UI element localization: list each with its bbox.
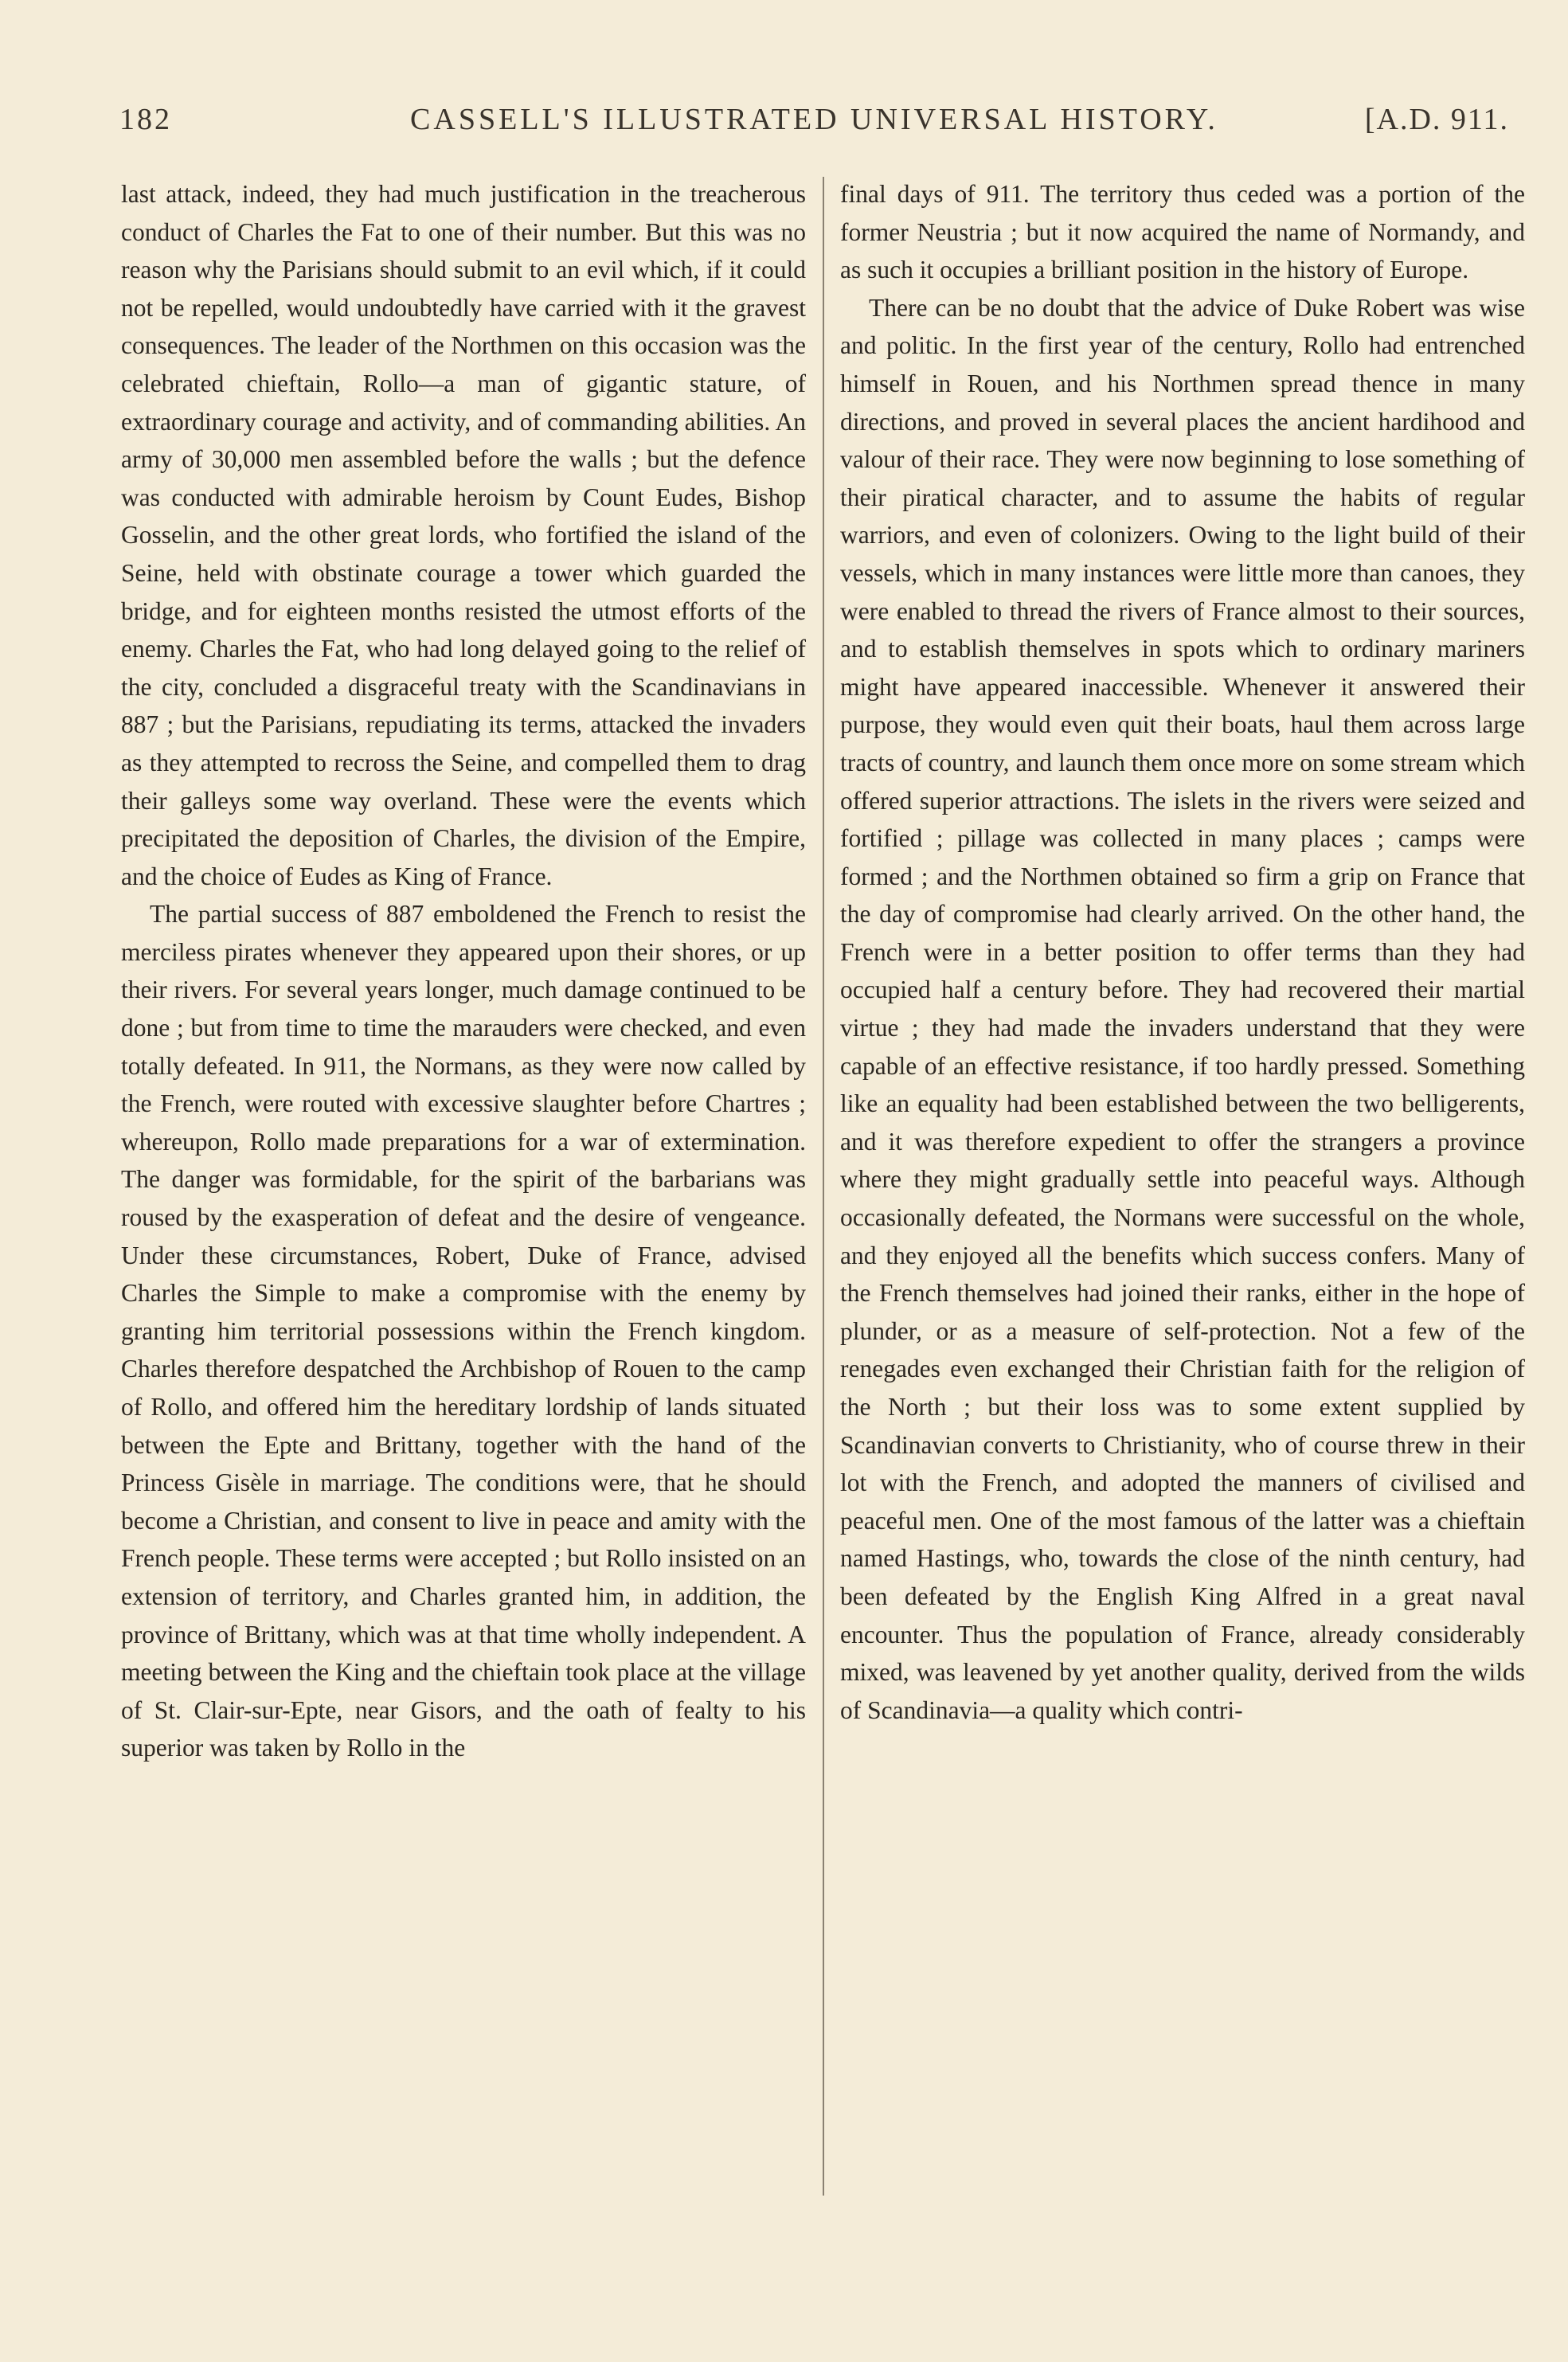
- right-paragraph-2: There can be no doubt that the advice of Duke Robert was wise and politic. In the first year of the century, Rollo had entrenched himself in Rouen, and his Northmen spread thence in many directions, and proved in several places the ancient hardihood and valour of their race. They were now beginning to lose something of their piratical character, and to assume the habits of regular warriors, and even of colonizers. Owing to the light build of their vessels, which in many instances were little more than canoes, they were enabled to thread the rivers of France almost to their sources, and to establish themselves in spots which to ordinary mariners might have appeared inaccessible. Whenever it answered their purpose, they would even quit their boats, haul them across large tracts of country, and launch them once more on some stream which offered superior attractions. The islets in the rivers were seized and fortified ; pillage was collected in many places ; camps were formed ; and the Northmen obtained so firm a grip on France that the day of compromise had clearly arrived. On the other hand, the French were in a better position to offer terms than they had occupied half a century before. They had recovered their martial virtue ; they had made the invaders understand that they were capable of an effective resistance, if too hardly pressed. Something like an equality had been established between the two belligerents, and it was therefore expedient to offer the strangers a province where they might gradually settle into peaceful ways. Although occasionally defeated, the Normans were successful on the whole, and they enjoyed all the benefits which success confers. Many of the French themselves had joined their ranks, either in the hope of plunder, or as a measure of self-protection. Not a few of the renegades even exchanged their Christian faith for the religion of the North ; but their loss was to some extent supplied by Scandinavian converts to Christianity, who of course threw in their lot with the French, and adopted the manners of civilised and peaceful men. One of the most famous of the latter was a chieftain named Hastings, who, towards the close of the ninth century, had been defeated by the English King Alfred in a great naval encounter. Thus the population of France, already considerably mixed, was leavened by yet another quality, derived from the wilds of Scandinavia—a quality which contri-: [840, 293, 1525, 1724]
- right-paragraph-1: final days of 911. The territory thus ceded was a portion of the former Neustria ; but it now acquired the name of Normandy, and as such it occupies a brilliant position in the history of Europe.: [840, 180, 1525, 284]
- header-date: [A.D. 911.: [1364, 103, 1509, 136]
- left-paragraph-1: last attack, indeed, they had much justification in the treacherous conduct of Charles the Fat to one of their number. But this was no reason why the Parisians should submit to an evil which, if it could not be repelled, would undoubtedly have carried with it the gravest consequences. The leader of the Northmen on this occasion was the celebrated chieftain, Rollo—a man of gigantic stature, of extraordinary courage and activity, and of commanding abilities. An army of 30,000 men assembled before the walls ; but the defence was conducted with admirable heroism by Count Eudes, Bishop Gosselin, and the other great lords, who fortified the island of the Seine, held with obstinate courage a tower which guarded the bridge, and for eighteen months resisted the utmost efforts of the enemy. Charles the Fat, who had long delayed going to the relief of the city, concluded a disgraceful treaty with the Scandinavians in 887 ; but the Parisians, repudiating its terms, attacked the invaders as they attempted to recross the Seine, and compelled them to drag their galleys some way overland. These were the events which precipitated the deposition of Charles, the division of the Empire, and the choice of Eudes as King of France.: [121, 180, 806, 890]
- column-divider: [823, 177, 824, 2196]
- left-column: [121, 175, 806, 2230]
- page-number: 182: [119, 103, 172, 136]
- left-paragraph-2: The partial success of 887 emboldened the French to resist the merciless pirates whenever they appeared upon their shores, or up their rivers. For several years longer, much damage continued to be done ; but from time to time the marauders were checked, and even totally defeated. In 911, the Normans, as they were now called by the French, were routed with excessive slaughter before Chartres ; whereupon, Rollo made preparations for a war of extermination. The danger was formidable, for the spirit of the barbarians was roused by the exasperation of defeat and the desire of vengeance. Under these circumstances, Robert, Duke of France, advised Charles the Simple to make a compromise with the enemy by granting him territorial possessions within the French kingdom. Charles therefore despatched the Archbishop of Rouen to the camp of Rollo, and offered him the hereditary lordship of lands situated between the Epte and Brittany, together with the hand of the Princess Gisèle in marriage. The conditions were, that he should become a Christian, and consent to live in peace and amity with the French people. These terms were accepted ; but Rollo insisted on an extension of territory, and Charles granted him, in addition, the province of Brittany, which was at that time wholly independent. A meeting between the King and the chieftain took place at the village of St. Clair-sur-Epte, near Gisors, and the oath of fealty to his superior was taken by Rollo in the: [121, 900, 806, 1762]
- page-header: [119, 102, 1509, 142]
- right-column: [840, 175, 1525, 2230]
- running-title: CASSELL'S ILLUSTRATED UNIVERSAL HISTORY.: [410, 103, 1218, 136]
